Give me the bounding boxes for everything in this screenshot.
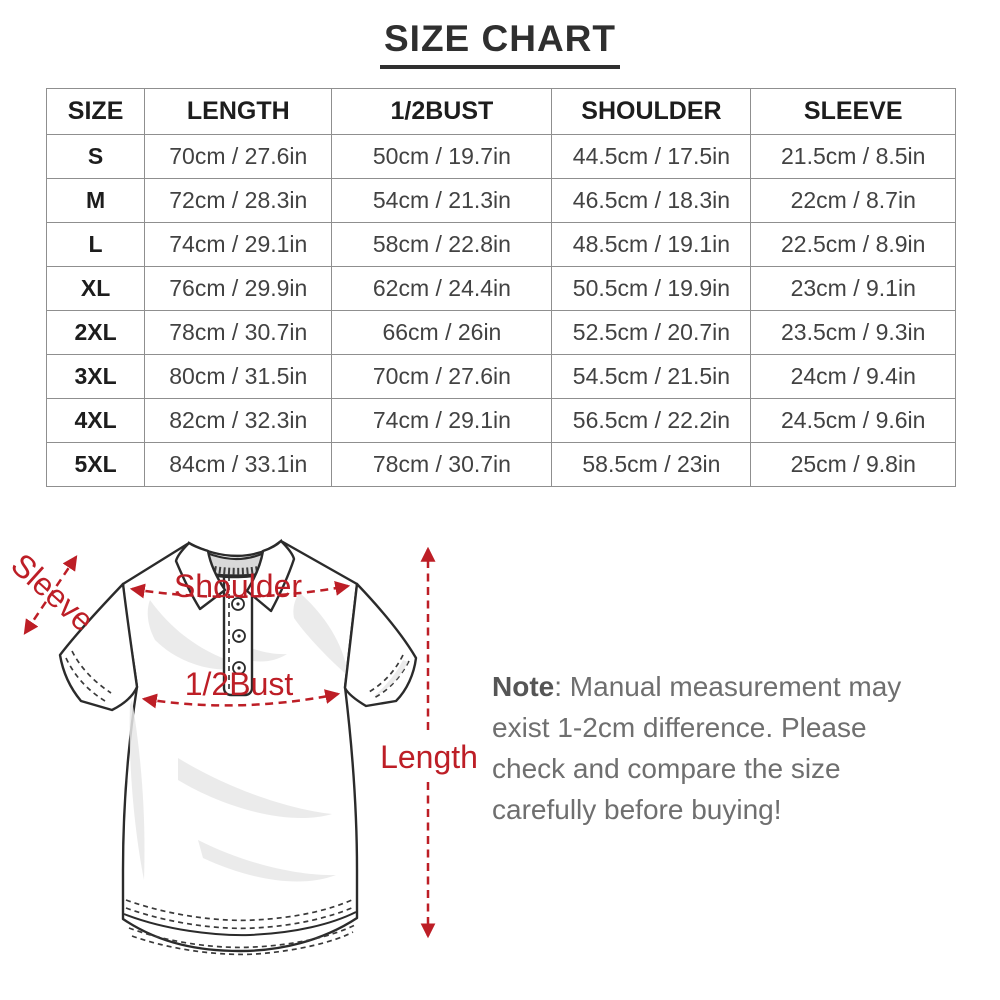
bust-label: 1/2Bust xyxy=(184,666,294,702)
size-cell: S xyxy=(47,135,145,179)
button-icon xyxy=(233,630,245,642)
table-row xyxy=(47,223,956,267)
measurement-cell: 74cm / 29.1in xyxy=(332,399,552,443)
shoulder-label: Shoulder xyxy=(173,568,303,604)
measurement-cell: 21.5cm / 8.5in xyxy=(751,135,956,179)
measurement-cell: 54cm / 21.3in xyxy=(332,179,552,223)
note-line: carefully before buying! xyxy=(492,794,782,825)
measurement-cell: 50cm / 19.7in xyxy=(332,135,552,179)
measurement-cell: 72cm / 28.3in xyxy=(145,179,332,223)
note-text: : Manual measurement may xyxy=(554,671,902,702)
size-cell: L xyxy=(47,223,145,267)
measurement-note xyxy=(492,666,952,830)
measurement-cell: 84cm / 33.1in xyxy=(145,443,332,487)
shirt-right-sleeve xyxy=(345,584,416,706)
measurement-cell: 48.5cm / 19.1in xyxy=(552,223,751,267)
measurement-cell: 52.5cm / 20.7in xyxy=(552,311,751,355)
measurement-cell: 23.5cm / 9.3in xyxy=(751,311,956,355)
measurement-cell: 78cm / 30.7in xyxy=(145,311,332,355)
note-line: exist 1-2cm difference. Please xyxy=(492,712,867,743)
measurement-cell: 74cm / 29.1in xyxy=(145,223,332,267)
table-row xyxy=(47,267,956,311)
table-row xyxy=(47,311,956,355)
measurement-cell: 56.5cm / 22.2in xyxy=(552,399,751,443)
measurement-cell: 82cm / 32.3in xyxy=(145,399,332,443)
column-header-shoulder: SHOULDER xyxy=(552,89,751,135)
measurement-cell: 58cm / 22.8in xyxy=(332,223,552,267)
measurement-cell: 22.5cm / 8.9in xyxy=(751,223,956,267)
size-cell: 3XL xyxy=(47,355,145,399)
measurement-cell: 22cm / 8.7in xyxy=(751,179,956,223)
measurement-cell: 54.5cm / 21.5in xyxy=(552,355,751,399)
measurement-cell: 24cm / 9.4in xyxy=(751,355,956,399)
size-cell: XL xyxy=(47,267,145,311)
size-cell: 5XL xyxy=(47,443,145,487)
note-line: check and compare the size xyxy=(492,753,841,784)
table-row xyxy=(47,443,956,487)
table-row xyxy=(47,135,956,179)
measurement-cell: 70cm / 27.6in xyxy=(145,135,332,179)
length-label: Length xyxy=(380,739,478,775)
measurement-cell: 25cm / 9.8in xyxy=(751,443,956,487)
measurement-cell: 44.5cm / 17.5in xyxy=(552,135,751,179)
table-header-row xyxy=(47,89,956,135)
column-header-sleeve: SLEEVE xyxy=(751,89,956,135)
page-title xyxy=(0,18,1000,69)
note-line xyxy=(492,666,952,707)
measurement-cell: 78cm / 30.7in xyxy=(332,443,552,487)
measurement-cell: 46.5cm / 18.3in xyxy=(552,179,751,223)
shirt-measurement-diagram xyxy=(0,500,490,1000)
measurement-cell: 70cm / 27.6in xyxy=(332,355,552,399)
measurement-cell: 80cm / 31.5in xyxy=(145,355,332,399)
measurement-cell: 58.5cm / 23in xyxy=(552,443,751,487)
size-cell: 4XL xyxy=(47,399,145,443)
column-header-length: LENGTH xyxy=(145,89,332,135)
measurement-cell: 50.5cm / 19.9in xyxy=(552,267,751,311)
measurement-cell: 66cm / 26in xyxy=(332,311,552,355)
size-table xyxy=(46,88,956,487)
note-label: Note xyxy=(492,671,555,702)
table-row xyxy=(47,399,956,443)
measurement-cell: 23cm / 9.1in xyxy=(751,267,956,311)
size-cell: M xyxy=(47,179,145,223)
column-header-size: SIZE xyxy=(47,89,145,135)
measurement-cell: 76cm / 29.9in xyxy=(145,267,332,311)
table-row xyxy=(47,179,956,223)
size-cell: 2XL xyxy=(47,311,145,355)
measurement-cell: 62cm / 24.4in xyxy=(332,267,552,311)
sleeve-label: Sleeve xyxy=(4,546,102,639)
page-title-text: SIZE CHART xyxy=(380,18,620,69)
table-row xyxy=(47,355,956,399)
column-header-bust: 1/2BUST xyxy=(332,89,552,135)
measurement-cell: 24.5cm / 9.6in xyxy=(751,399,956,443)
